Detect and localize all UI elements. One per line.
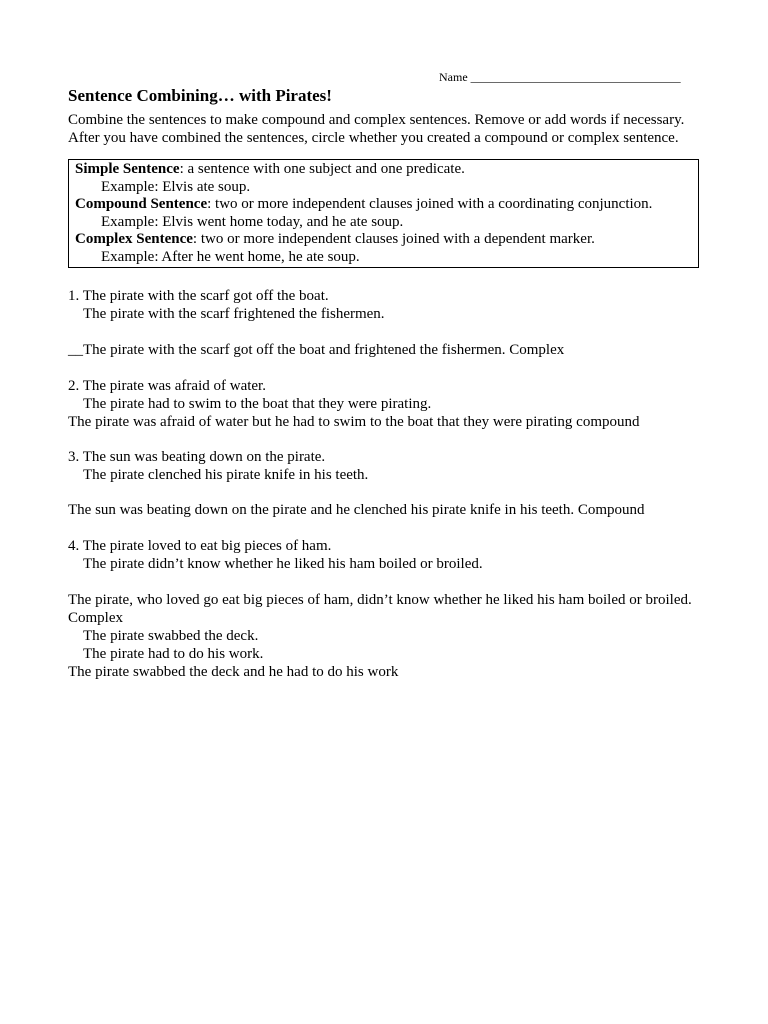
answer-line: Complex — [68, 610, 123, 626]
definition-simple — [75, 161, 698, 179]
exercise-3 — [68, 448, 708, 484]
exercise-sentence: The pirate didn’t know whether he liked his ham boiled or broiled. — [83, 556, 483, 572]
exercise-sentence: The pirate with the scarf frightened the fishermen. — [83, 306, 385, 322]
instruction-line: After you have combined the sentences, circle whether you created a compound or complex sentence. — [68, 130, 679, 146]
exercise-sentence: The pirate had to swim to the boat that they were pirating. — [83, 396, 432, 412]
exercise-sentence: The pirate had to do his work. — [83, 646, 264, 662]
exercise-sentence: The pirate clenched his pirate knife in his teeth. — [83, 467, 369, 483]
exercise-sentence: 3. The sun was beating down on the pirate. — [68, 449, 326, 465]
instructions — [68, 111, 708, 147]
definition-term: Complex Sentence — [75, 231, 193, 248]
exercise-2-answer: The pirate was afraid of water but he had to swim to the boat that they were pirating compound — [68, 414, 640, 430]
definition-text: : two or more independent clauses joined with a dependent marker. — [192, 231, 595, 248]
exercise-3-answer: The sun was beating down on the pirate and he clenched his pirate knife in his teeth. Compound — [68, 502, 645, 518]
exercise-4 — [68, 537, 708, 573]
definition-text: : a sentence with one subject and one predicate. — [179, 161, 465, 177]
definition-text: : two or more independent clauses joined with a coordinating conjunction. — [207, 196, 653, 213]
name-field-label: Name ___________________________________ — [439, 70, 681, 84]
instruction-line: Combine the sentences to make compound and complex sentences. Remove or add words if necessary. — [68, 112, 685, 128]
exercise-sentence: 4. The pirate loved to eat big pieces of ham. — [68, 538, 332, 554]
exercise-1 — [68, 287, 708, 323]
exercise-1-answer: __The pirate with the scarf got off the boat and frightened the fishermen. Complex — [68, 342, 565, 358]
exercise-2 — [68, 377, 708, 431]
exercise-4-answer — [68, 591, 708, 681]
exercise-sentence: The pirate swabbed the deck. — [83, 628, 259, 644]
exercise-5-answer: The pirate swabbed the deck and he had to do his work — [68, 664, 399, 680]
exercise-sentence: 2. The pirate was afraid of water. — [68, 378, 266, 394]
definition-example: Example: Elvis ate soup. — [101, 178, 251, 195]
definitions-box — [68, 159, 699, 268]
definition-complex — [75, 231, 698, 249]
definition-example: Example: After he went home, he ate soup. — [101, 248, 360, 265]
definition-term: Simple Sentence — [75, 161, 180, 177]
definition-example: Example: Elvis went home today, and he ate soup. — [101, 213, 404, 230]
worksheet-title: Sentence Combining… with Pirates! — [68, 86, 332, 105]
answer-line: The pirate, who loved go eat big pieces of ham, didn’t know whether he liked his ham boiled or broiled. — [68, 592, 692, 608]
definition-term: Compound Sentence — [75, 196, 208, 213]
definition-compound — [75, 196, 698, 214]
exercise-sentence: 1. The pirate with the scarf got off the boat. — [68, 288, 329, 304]
